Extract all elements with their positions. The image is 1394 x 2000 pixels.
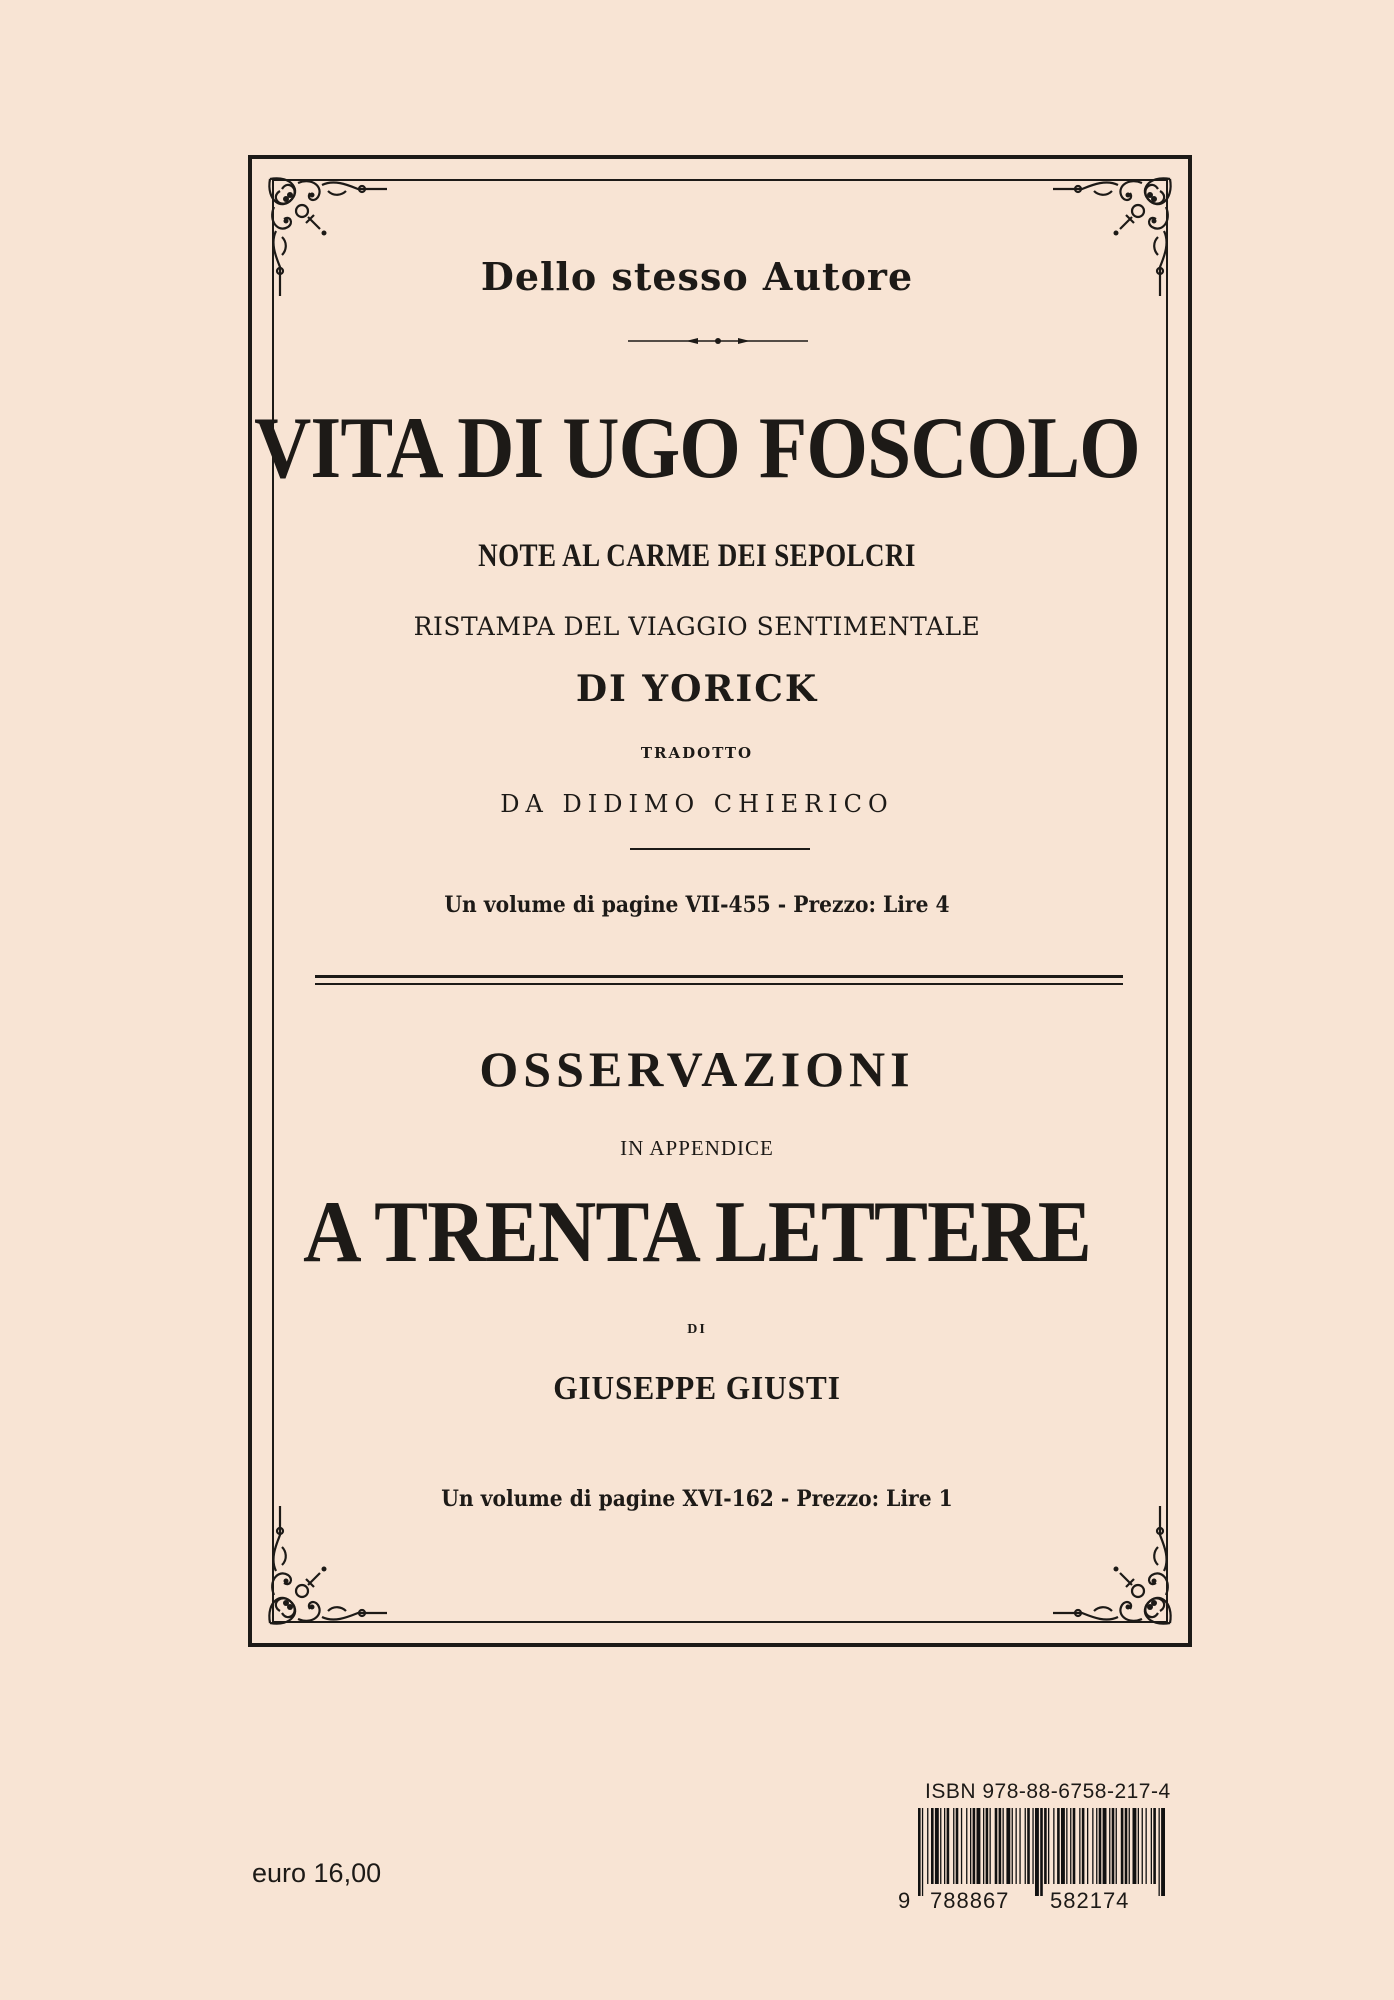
header-same-author: Dello stesso Autore (480, 254, 914, 299)
book2-line-2: DI (687, 1322, 707, 1337)
book1-line-1: NOTE AL CARME DEI SEPOLCRI (478, 538, 916, 574)
book1-volume-info: Un volume di pagine VII-455 - Prezzo: Lire 4 (444, 892, 950, 918)
barcode-digits-right: 582174 (1050, 1888, 1130, 1913)
book2-subtitle: A TRENTA LETTERE (303, 1184, 1091, 1281)
book1-title: VITA DI UGO FOSCOLO (254, 400, 1140, 497)
double-divider (315, 975, 1123, 985)
book1-line-5: DA DIDIMO CHIERICO (500, 790, 894, 818)
price-label: euro 16,00 (252, 1858, 382, 1888)
book1-line-2: RISTAMPA DEL VIAGGIO SENTIMENTALE (413, 612, 981, 641)
short-divider (630, 848, 810, 850)
book1-line-3: DI YORICK (575, 668, 819, 710)
barcode-digits-left: 788867 (930, 1888, 1010, 1913)
book2-author: GIUSEPPE GIUSTI (553, 1370, 841, 1407)
barcode-icon (914, 1808, 1170, 1896)
book2-volume-info: Un volume di pagine XVI-162 - Prezzo: Lire 1 (441, 1486, 953, 1512)
corner-ornament-icon (262, 1501, 392, 1631)
corner-ornament-icon (1048, 1501, 1178, 1631)
book2-line-1: IN APPENDICE (620, 1136, 774, 1160)
book2-title: OSSERVAZIONI (479, 1041, 915, 1097)
ornamental-rule-icon (628, 338, 808, 344)
book1-line-4: TRADOTTO (640, 744, 754, 762)
isbn-label: ISBN 978-88-6758-217-4 (925, 1780, 1171, 1803)
barcode-digit-first: 9 (898, 1888, 912, 1913)
